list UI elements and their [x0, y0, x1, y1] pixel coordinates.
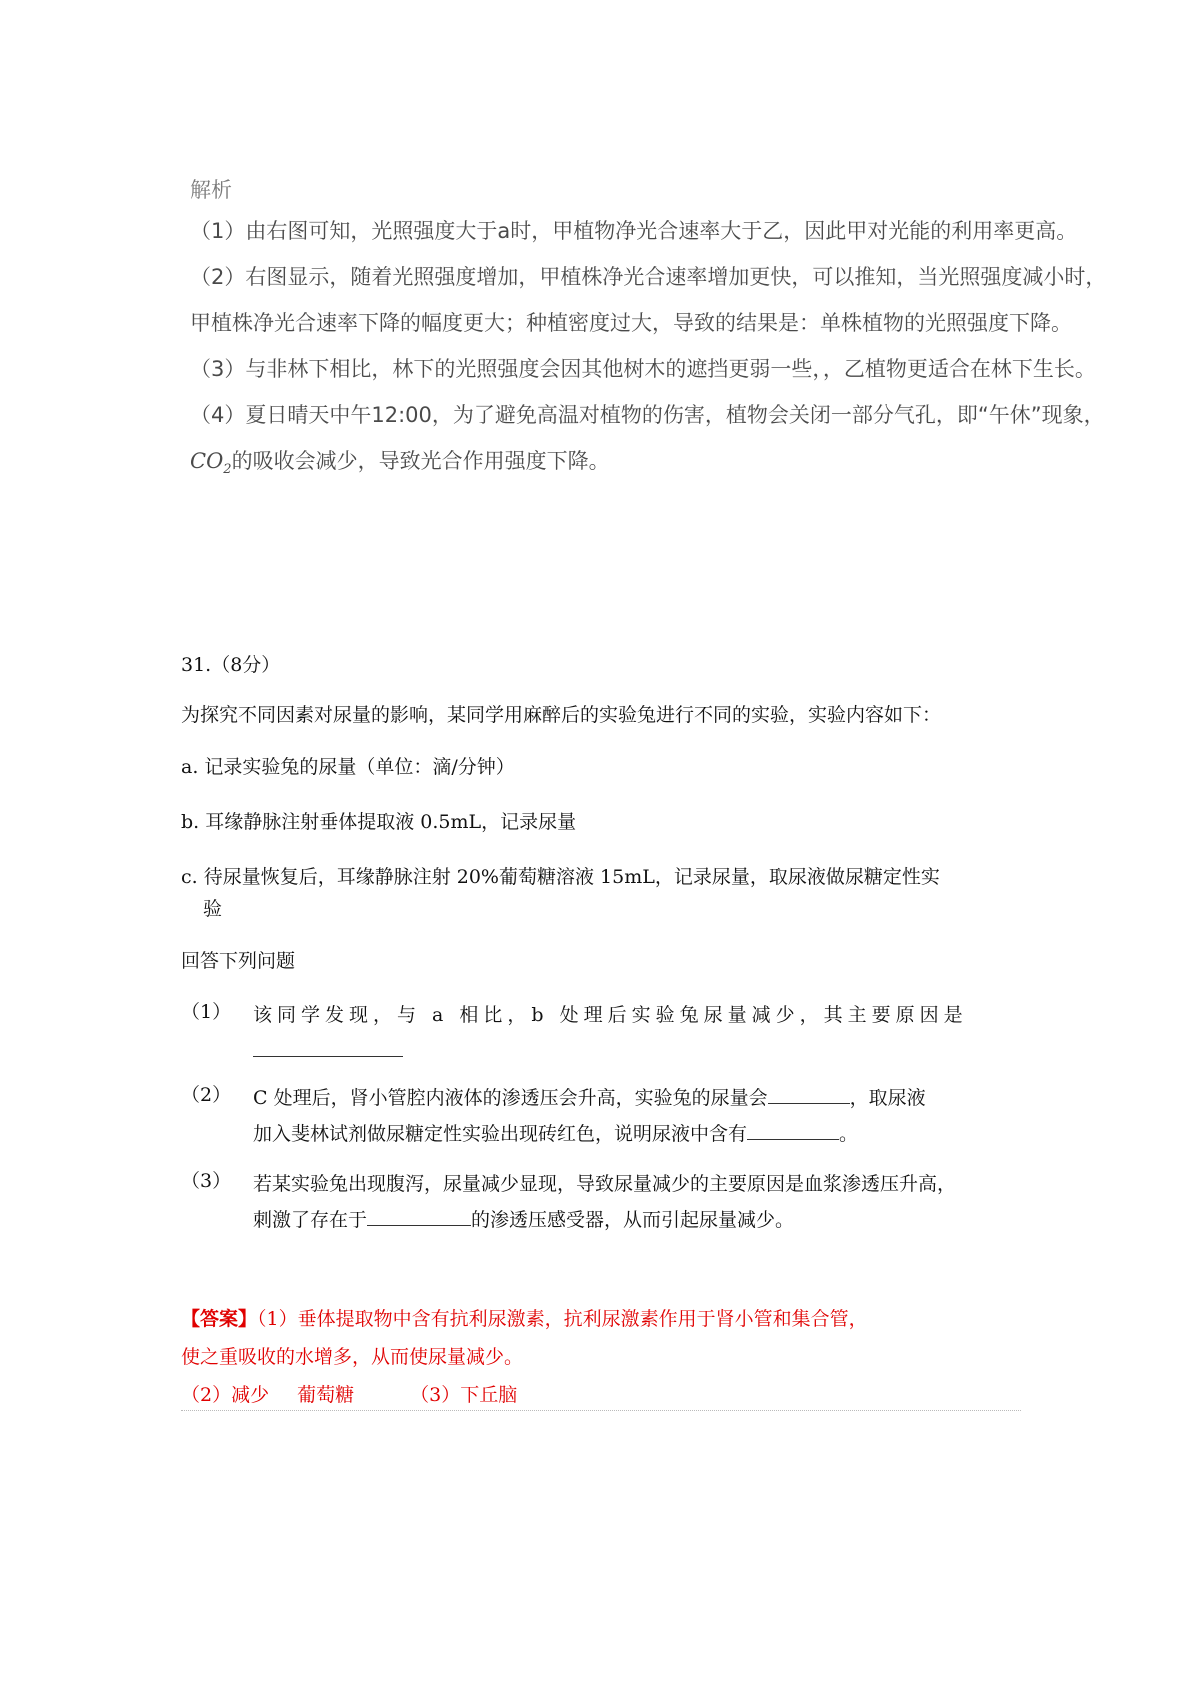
question-number: 31.（8分） [181, 654, 281, 676]
step-c: c. 待尿量恢复后，耳缘静脉注射 20%葡萄糖溶液 15mL，记录尿量，取尿液做尿糖定性实 [181, 866, 940, 888]
answer-2: （2）减少 [181, 1384, 270, 1406]
sub-question-1-text: 该同学发现，与 a 相比，b 处理后实验兔尿量减少，其主要原因是 [253, 1004, 968, 1026]
sub-question-3-text-3: 的渗透压感受器，从而引起尿量减少。 [471, 1209, 795, 1231]
answer-blank-1[interactable] [253, 1038, 403, 1057]
answer-line-3 [181, 1376, 1041, 1414]
sub-question-2-text-2: ，取尿液 [849, 1087, 926, 1109]
answer-3: （3）下丘脑 [410, 1384, 518, 1406]
sub-question-2-text-3: 加入斐林试剂做尿糖定性实验出现砖红色，说明尿液中含有 [253, 1123, 748, 1145]
analysis-item-4 [190, 392, 1110, 493]
answer-tag: 【答案】 [181, 1308, 258, 1330]
analysis-item-3: （3）与非林下相比，林下的光照强度会因其他树木的遮挡更弱一些，，乙植物更适合在林下生长。 [190, 357, 1096, 381]
sub-question-3-text-1: 若某实验兔出现腹泻，尿量减少显现，导致尿量减少的主要原因是血浆渗透压升高， [253, 1173, 957, 1195]
sub-question-2-text-4: 。 [839, 1123, 859, 1145]
step-b: b. 耳缘静脉注射垂体提取液 0.5mL，记录尿量 [181, 811, 577, 833]
step-c-continued: 验 [203, 898, 223, 920]
sub-question-1-number: （1） [181, 1001, 232, 1023]
answer-blank-4[interactable] [367, 1207, 471, 1226]
question-intro: 为探究不同因素对尿量的影响，某同学用麻醉后的实验兔进行不同的实验，实验内容如下： [181, 704, 942, 726]
sub-question-3 [181, 1166, 1041, 1238]
answer-prompt: 回答下列问题 [181, 950, 296, 972]
sub-question-3-number: （3） [181, 1170, 232, 1192]
analysis-heading: 解析 [190, 178, 232, 202]
sub-question-2-text-1: C 处理后，肾小管腔内液体的渗透压会升高，实验兔的尿量会 [253, 1087, 768, 1109]
answer-1-text: （1）垂体提取物中含有抗利尿激素，抗利尿激素作用于肾小管和集合管， [257, 1308, 868, 1330]
analysis-section [190, 170, 1110, 493]
sub-question-3-text-2: 刺激了存在于 [253, 1209, 368, 1231]
co2-formula: $CO_2$ [190, 449, 232, 478]
answer-line-1 [181, 1300, 1041, 1338]
sub-question-2-number: （2） [181, 1084, 232, 1106]
answer-blank-3[interactable] [747, 1121, 839, 1140]
answer-blank-2[interactable] [768, 1085, 850, 1104]
answer-section [181, 1300, 1041, 1414]
step-a: a. 记录实验兔的尿量（单位：滴/分钟） [181, 756, 515, 778]
analysis-item-2: （2）右图显示，随着光照强度增加，甲植株净光合速率增加更快，可以推知，当光照强度减小时，甲植株净光合速率下降的幅度更大；种植密度过大，导致的结果是：单株植物的光照强度下降。 [190, 265, 1107, 335]
analysis-item-4-before: （4）夏日晴天中午12:00，为了避免高温对植物的伤害，植物会关闭一部分气孔，即“午休”现象， [190, 403, 1105, 427]
analysis-item-1: （1）由右图可知，光照强度大于a时，甲植物净光合速率大于乙，因此甲对光能的利用率更高。 [190, 219, 1078, 243]
answer-line-2: 使之重吸收的水增多，从而使尿量减少。 [181, 1346, 524, 1368]
dotted-divider [181, 1410, 1021, 1411]
sub-question-1 [181, 997, 1041, 1067]
answer-2-glucose: 葡萄糖 [297, 1384, 355, 1406]
analysis-item-4-after: 的吸收会减少，导致光合作用强度下降。 [231, 449, 610, 473]
sub-question-2 [181, 1080, 1041, 1152]
